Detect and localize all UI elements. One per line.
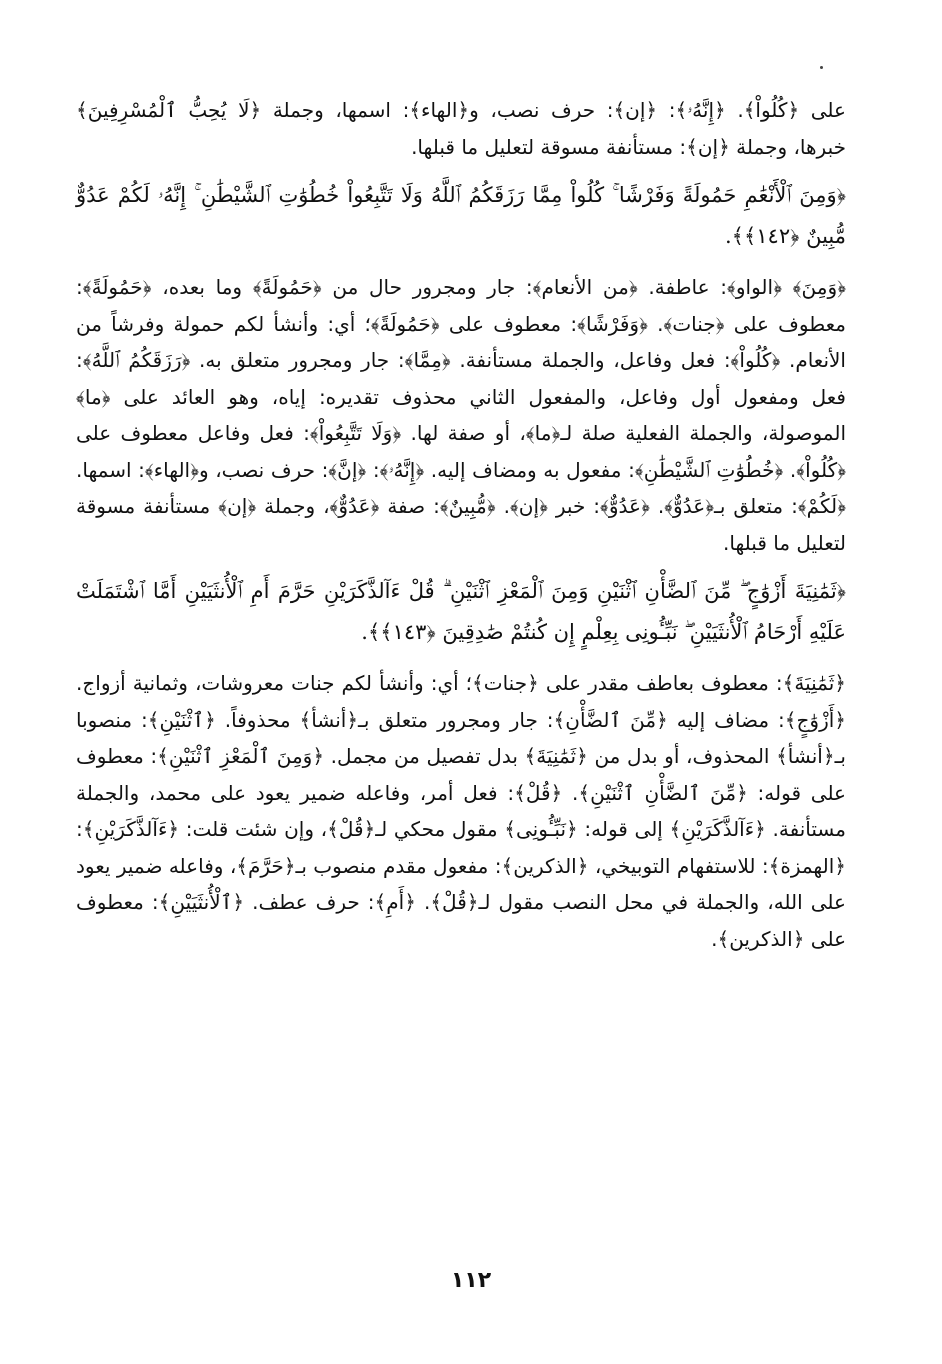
paragraph-commentary-3: ﴿ثَمَٰنِيَةَ﴾: معطوف بعاطف مقدر على ﴿جنات﴾؛ أي: وأنشأ لكم جنات معروشات، وثمانية أزواج. ﴿أَزْوَٰجٍ﴾: مضاف إليه ﴿مِّنَ ٱلضَّأْنِ﴾: جار ومجرور متعلق بـ﴿أنشأ﴾ محذوفاً. ﴿ٱثْنَيْنِ﴾: منصوبا بـ﴿أنشأ﴾ المحذوف، أو بدل من ﴿ثَمَٰنِيَةَ﴾ بدل تفصيل من مجمل. ﴿وَمِنَ ٱلْمَعْزِ ٱثْنَيْنِ﴾: معطوف على قوله: ﴿مِّنَ ٱلضَّأْنِ ٱثْنَيْنِ﴾. ﴿قُلْ﴾: فعل أمر، وفاعله ضمير يعود على محمد، والجملة مستأنفة. ﴿ءَآلذَّكَرَيْنِ﴾ إلى قوله: ﴿نَبِّـُٔونِى﴾ مقول محكي لـ﴿قُلْ﴾، وإن شئت قلت: ﴿ءَآلذَّكَرَيْنِ﴾: ﴿الهمزة﴾: للاستفهام التوبيخي، ﴿الذكرين﴾: مفعول مقدم منصوب بـ﴿حَرَّمَ﴾، وفاعله ضمير يعود على الله، والجملة في محل النصب مقول لـ﴿قُلْ﴾. ﴿أَمِ﴾: حرف عطف. ﴿ٱلْأُنثَيَيْنِ﴾: معطوف على ﴿الذكرين﴾.	[76, 671, 846, 951]
page-number: ١١٢	[450, 1268, 492, 1293]
quran-verse-143: ﴿ثَمَٰنِيَةَ أَزْوَٰجٍ ۖ مِّنَ ٱلضَّأْنِ ٱثْنَيْنِ وَمِنَ ٱلْمَعْزِ ٱثْنَيْنِ ۗ قُلْ ءَآلذَّكَرَيْنِ حَرَّمَ أَمِ ٱلْأُنثَيَيْنِ أَمَّا ٱشْتَمَلَتْ عَلَيْهِ أَرْحَامُ ٱلْأُنثَيَيْنِ ۖ نَبِّـُٔونِى بِعِلْمٍ إِن كُنتُمْ صَٰدِقِينَ ﴿١٤٣﴾﴾.	[76, 579, 846, 644]
paragraph-commentary-1: على ﴿كُلُواْ﴾. ﴿إِنَّهُۥ﴾: ﴿إن﴾: حرف نصب، و﴿الهاء﴾: اسمها، وجملة ﴿لَا يُحِبُّ ٱلْمُسْرِفِينَ﴾ خبرها، وجملة ﴿إن﴾: مستأنفة مسوقة لتعليل ما قبلها.	[76, 98, 846, 159]
paragraph-commentary-2: ﴿وَمِنَ﴾ ﴿الواو﴾: عاطفة. ﴿من الأنعام﴾: جار ومجرور حال من ﴿حَمُولَةً﴾ وما بعده، ﴿حَمُولَةً﴾: معطوف على ﴿جنات﴾. ﴿وَفَرْشًا﴾: معطوف على ﴿حَمُولَةً﴾؛ أي: وأنشأ لكم حمولة وفرشاً من الأنعام. ﴿كُلُواْ﴾: فعل وفاعل، والجملة مستأنفة. ﴿مِمَّا﴾: جار ومجرور متعلق به. ﴿رَزَقَكُمُ ٱللَّهُ﴾: فعل ومفعول أول وفاعل، والمفعول الثاني محذوف تقديره: إياه، وهو العائد على ﴿ما﴾ الموصولة، والجملة الفعلية صلة لـ﴿ما﴾، أو صفة لها. ﴿وَلَا تَتَّبِعُواْ﴾: فعل وفاعل معطوف على ﴿كُلُواْ﴾. ﴿خُطُوَٰتِ ٱلشَّيْطَٰنِ﴾: مفعول به ومضاف إليه. ﴿إِنَّهُۥ﴾: ﴿إنَّ﴾: حرف نصب، و﴿الهاء﴾: اسمها. ﴿لَكُمْ﴾: متعلق بـ﴿عَدُوٌّ﴾. ﴿عَدُوٌّ﴾: خبر ﴿إن﴾. ﴿مُّبِينٌ﴾: صفة ﴿عَدُوٌّ﴾، وجملة ﴿إن﴾ مستأنفة مسوقة لتعليل ما قبلها.	[76, 275, 846, 555]
stray-dot	[820, 66, 823, 69]
quran-verse-142: ﴿وَمِنَ ٱلْأَنْعَٰمِ حَمُولَةً وَفَرْشًا ۚ كُلُواْ مِمَّا رَزَقَكُمُ ٱللَّهُ وَلَا تَتَّبِعُواْ خُطُوَٰتِ ٱلشَّيْطَٰنِ ۚ إِنَّهُۥ لَكُمْ عَدُوٌّ مُّبِينٌ ﴿١٤٢﴾﴾.	[76, 183, 846, 248]
page-body	[76, 92, 846, 957]
